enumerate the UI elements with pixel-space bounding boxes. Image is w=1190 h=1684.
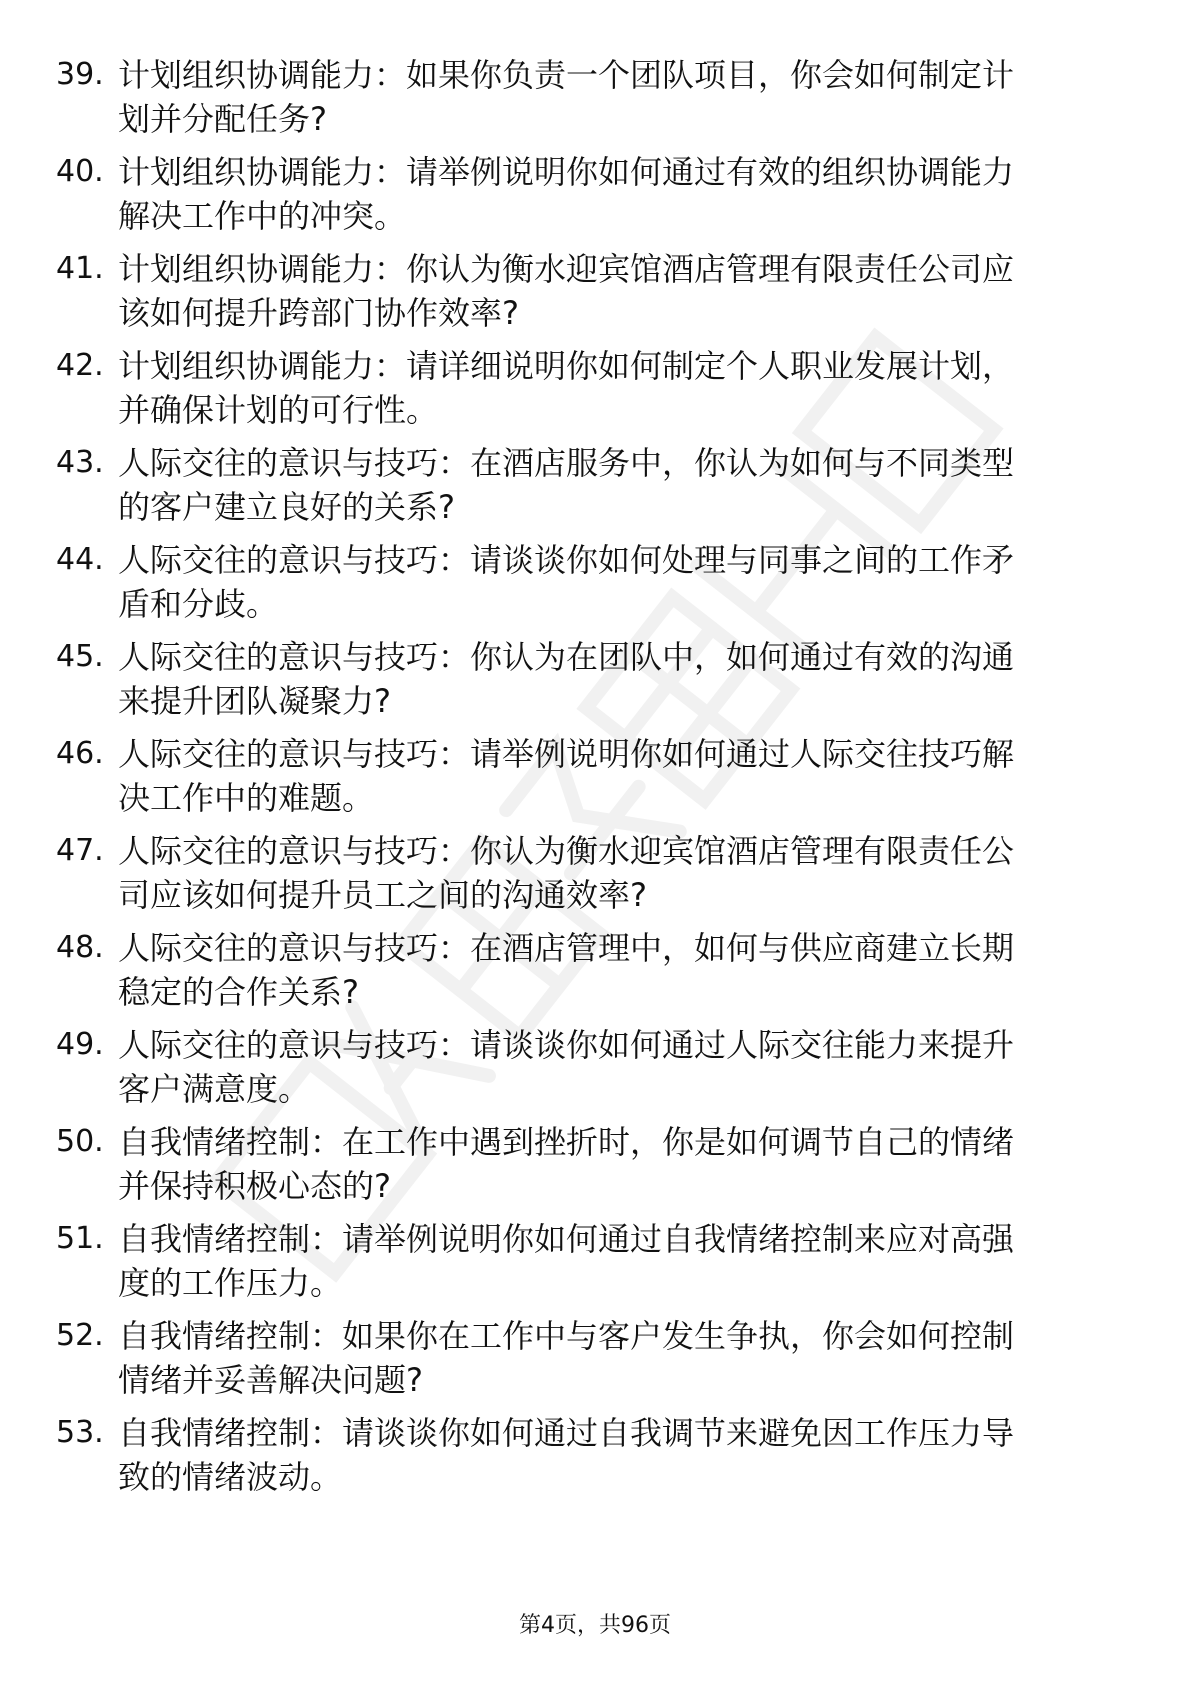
list-item bbox=[0, 538, 1190, 642]
list-item bbox=[0, 150, 1190, 254]
list-item bbox=[0, 1217, 1190, 1321]
question-text-line: 计划组织协调能力：请详细说明你如何制定个人职业发展计划， bbox=[118, 347, 1015, 385]
question-text-line: 计划组织协调能力：你认为衡水迎宾馆酒店管理有限责任公司应 bbox=[118, 250, 1015, 288]
question-text-line: 人际交往的意识与技巧：在酒店服务中，你认为如何与不同类型 bbox=[118, 444, 1015, 482]
question-text-line: 人际交往的意识与技巧：请谈谈你如何通过人际交往能力来提升 bbox=[118, 1026, 1015, 1064]
question-number: 51. bbox=[56, 1221, 104, 1256]
question-text-line: 该如何提升跨部门协作效率? bbox=[118, 294, 519, 332]
question-number: 53. bbox=[56, 1415, 104, 1450]
list-item bbox=[0, 926, 1190, 1030]
list-item bbox=[0, 53, 1190, 157]
question-text-line: 客户满意度。 bbox=[118, 1070, 311, 1108]
list-item bbox=[0, 635, 1190, 739]
question-number: 48. bbox=[56, 930, 104, 965]
question-number: 44. bbox=[56, 542, 104, 577]
list-item bbox=[0, 441, 1190, 545]
list-item bbox=[0, 1023, 1190, 1127]
question-number: 43. bbox=[56, 445, 104, 480]
list-item bbox=[0, 344, 1190, 448]
question-text-line: 人际交往的意识与技巧：你认为衡水迎宾馆酒店管理有限责任公 bbox=[118, 832, 1015, 870]
list-item bbox=[0, 1120, 1190, 1224]
question-text-line: 致的情绪波动。 bbox=[118, 1458, 343, 1496]
question-text-line: 划并分配任务? bbox=[118, 100, 327, 138]
question-text-line: 决工作中的难题。 bbox=[118, 779, 375, 817]
question-text-line: 计划组织协调能力：如果你负责一个团队项目，你会如何制定计 bbox=[118, 56, 1015, 94]
list-item bbox=[0, 732, 1190, 836]
question-number: 47. bbox=[56, 833, 104, 868]
question-text-line: 计划组织协调能力：请举例说明你如何通过有效的组织协调能力 bbox=[118, 153, 1015, 191]
question-number: 50. bbox=[56, 1124, 104, 1159]
question-number: 45. bbox=[56, 639, 104, 674]
question-text-line: 司应该如何提升员工之间的沟通效率? bbox=[118, 876, 647, 914]
question-text-line: 自我情绪控制：请谈谈你如何通过自我调节来避免因工作压力导 bbox=[118, 1414, 1015, 1452]
question-text-line: 自我情绪控制：请举例说明你如何通过自我情绪控制来应对高强 bbox=[118, 1220, 1015, 1258]
question-text-line: 人际交往的意识与技巧：在酒店管理中，如何与供应商建立长期 bbox=[118, 929, 1015, 967]
question-text-line: 人际交往的意识与技巧：请举例说明你如何通过人际交往技巧解 bbox=[118, 735, 1015, 773]
list-item bbox=[0, 1411, 1190, 1515]
list-item bbox=[0, 829, 1190, 933]
question-number: 46. bbox=[56, 736, 104, 771]
question-number: 42. bbox=[56, 348, 104, 383]
question-text-line: 解决工作中的冲突。 bbox=[118, 197, 407, 235]
list-item bbox=[0, 247, 1190, 351]
question-text-line: 人际交往的意识与技巧：请谈谈你如何处理与同事之间的工作矛 bbox=[118, 541, 1015, 579]
question-text-line: 盾和分歧。 bbox=[118, 585, 279, 623]
question-text-line: 并保持积极心态的? bbox=[118, 1167, 391, 1205]
question-number: 41. bbox=[56, 251, 104, 286]
question-text-line: 来提升团队凝聚力? bbox=[118, 682, 391, 720]
question-number: 52. bbox=[56, 1318, 104, 1353]
question-number: 39. bbox=[56, 57, 104, 92]
question-text-line: 情绪并妥善解决问题? bbox=[118, 1361, 423, 1399]
question-text-line: 稳定的合作关系? bbox=[118, 973, 359, 1011]
list-item bbox=[0, 1314, 1190, 1418]
page-number: 第4页，共96页 bbox=[519, 1613, 671, 1638]
question-text-line: 人际交往的意识与技巧：你认为在团队中，如何通过有效的沟通 bbox=[118, 638, 1015, 676]
question-text-line: 的客户建立良好的关系? bbox=[118, 488, 455, 526]
question-text-line: 度的工作压力。 bbox=[118, 1264, 343, 1302]
question-text-line: 并确保计划的可行性。 bbox=[118, 391, 439, 429]
question-text-line: 自我情绪控制：如果你在工作中与客户发生争执，你会如何控制 bbox=[118, 1317, 1015, 1355]
question-number: 40. bbox=[56, 154, 104, 189]
question-number: 49. bbox=[56, 1027, 104, 1062]
question-text-line: 自我情绪控制：在工作中遇到挫折时，你是如何调节自己的情绪 bbox=[118, 1123, 1015, 1161]
